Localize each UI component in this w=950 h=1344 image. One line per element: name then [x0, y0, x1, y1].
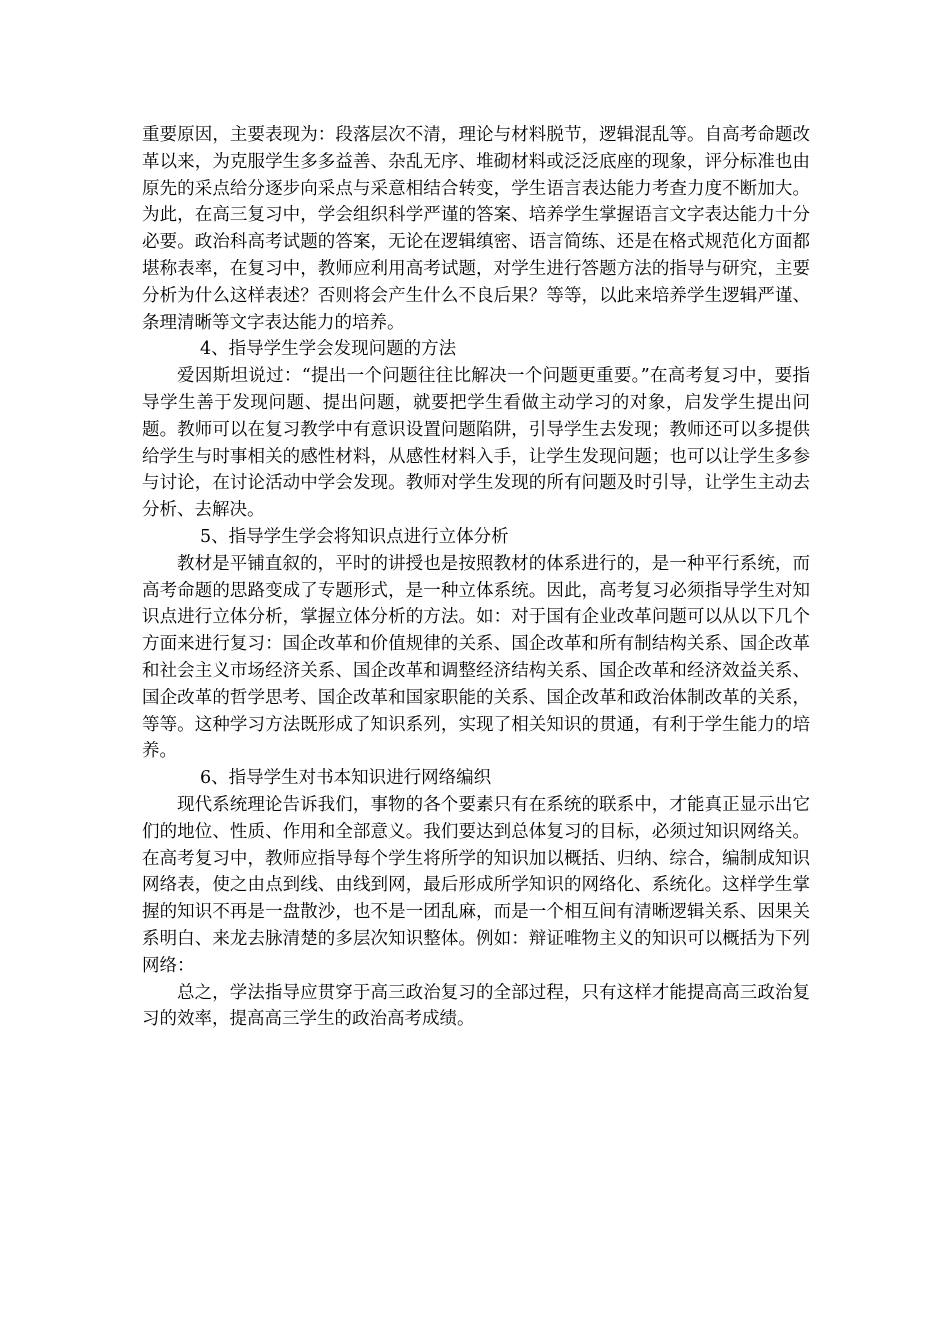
section-heading-5: 5、指导学生学会将知识点进行立体分析	[200, 526, 509, 547]
paragraph-section-4: 爱因斯坦说过：“提出一个问题往往比解决一个问题更重要。”在高考复习中，要指导学生善于发现问题、提出问题，就要把学生看做主动学习的对象，启发学生提出问题。教师可以在复习教学中有意识设置问题陷阱，引导学生去发现；教师还可以多提供给学生与时事相关的感性材料，从感性材料入手，让学生发现问题；也可以让学生多参与讨论，在讨论活动中学会发现。教师对学生发现的所有问题及时引导，让学生主动去分析、去解决。	[142, 366, 810, 521]
section-heading-4: 4、指导学生学会发现问题的方法	[200, 339, 457, 360]
paragraph-section-6: 现代系统理论告诉我们，事物的各个要素只有在系统的联系中，才能真正显示出它们的地位、性质、作用和全部意义。我们要达到总体复习的目标，必须过知识网络关。在高考复习中，教师应指导每个学生将所学的知识加以概括、归纳、综合，编制成知识网络表，使之由点到线、由线到网，最后形成所学知识的网络化、系统化。这样学生掌握的知识不再是一盘散沙，也不是一团乱麻，而是一个相互间有清晰逻辑关系、因果关系明白、来龙去脉清楚的多层次知识整体。例如：辩证唯物主义的知识可以概括为下列网络：	[142, 794, 810, 976]
paragraph-continued: 重要原因，主要表现为：段落层次不清，理论与材料脱节，逻辑混乱等。自高考命题改革以来，为克服学生多多益善、杂乱无序、堆砌材料或泛泛底座的现象，评分标准也由原先的采点给分逐步向采点与采意相结合转变，学生语言表达能力考查力度不断加大。为此，在高三复习中，学会组织科学严谨的答案、培养学生掌握语言文字表达能力十分必要。政治科高考试题的答案，无论在逻辑缜密、语言简练、还是在格式规范化方面都堪称表率，在复习中，教师应利用高考试题，对学生进行答题方法的指导与研究，主要分析为什么这样表述？否则将会产生什么不良后果？等等，以此来培养学生逻辑严谨、条理清晰等文字表达能力的培养。	[142, 125, 810, 333]
section-heading-6: 6、指导学生对书本知识进行网络编织	[200, 768, 492, 789]
paragraph-conclusion: 总之，学法指导应贯穿于高三政治复习的全部过程，只有这样才能提高高三政治复习的效率，提高高三学生的政治高考成绩。	[142, 982, 810, 1030]
paragraph-section-5: 教材是平铺直叙的，平时的讲授也是按照教材的体系进行的，是一种平行系统，而高考命题的思路变成了专题形式，是一种立体系统。因此，高考复习必须指导学生对知识点进行立体分析，掌握立体分析的方法。如：对于国有企业改革问题可以从以下几个方面来进行复习：国企改革和价值规律的关系、国企改革和所有制结构关系、国企改革和社会主义市场经济关系、国企改革和调整经济结构关系、国企改革和经济效益关系、国企改革的哲学思考、国企改革和国家职能的关系、国企改革和政治体制改革的关系，等等。这种学习方法既形成了知识系列，实现了相关知识的贯通，有利于学生能力的培养。	[142, 553, 810, 762]
document-page	[142, 122, 810, 1033]
